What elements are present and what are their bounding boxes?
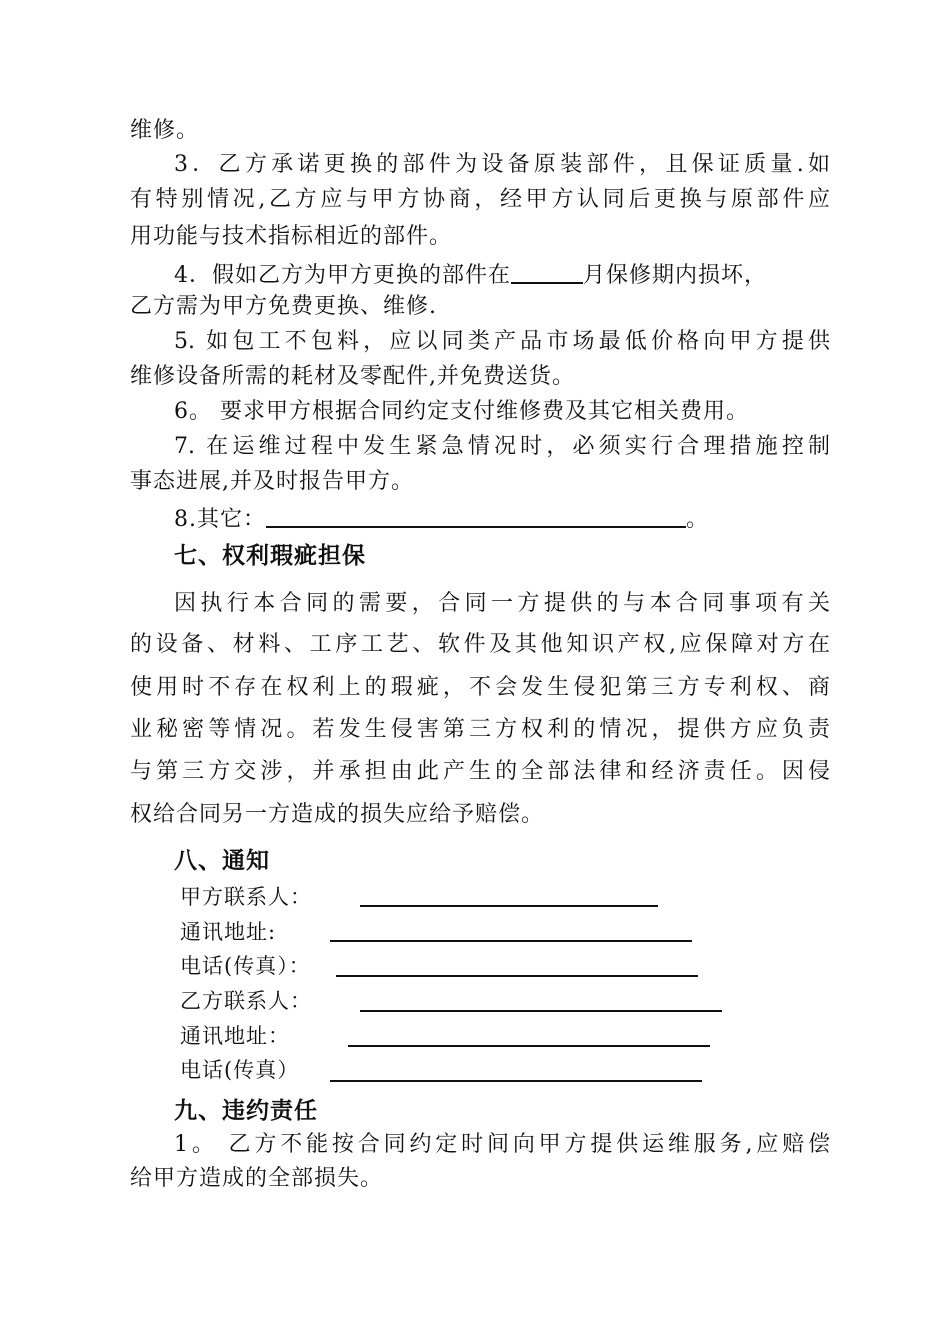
party-b-phone-label: 电话(传真）	[180, 1058, 300, 1082]
party-a-contact-line	[360, 905, 658, 907]
party-a-address-label: 通讯地址:	[180, 920, 277, 944]
text-line: 3．乙方承诺更换的部件为设备原装部件，且保证质量.如	[174, 152, 830, 177]
party-a-phone-line	[336, 975, 698, 977]
text-line: 给甲方造成的全部损失。	[130, 1166, 384, 1191]
party-b-contact-line	[360, 1010, 722, 1012]
blank-field	[511, 258, 583, 284]
text-line: 因执行本合同的需要，合同一方提供的与本合同事项有关	[174, 591, 830, 616]
party-a-address-line	[330, 940, 692, 942]
party-b-phone-line	[330, 1080, 702, 1082]
text-line: 业秘密等情况。若发生侵害第三方权利的情况，提供方应负责	[130, 717, 830, 742]
party-b-address-label: 通讯地址：	[180, 1024, 290, 1048]
party-b-address-line	[348, 1045, 710, 1047]
text-line: 的设备、材料、工序工艺、软件及其他知识产权,应保障对方在	[130, 632, 830, 657]
section-heading: 八、通知	[174, 848, 270, 874]
text-line: 6。 要求甲方根据合同约定支付维修费及其它相关费用。	[174, 399, 749, 424]
text-line: 4．假如乙方为甲方更换的部件在 月保修期内损坏，	[174, 258, 830, 291]
text-line: 用功能与技术指标相近的部件。	[130, 224, 453, 249]
text-line: 1。 乙方不能按合同约定时间向甲方提供运维服务,应赔偿	[174, 1132, 830, 1157]
text-line: 8.其它： 。	[174, 502, 830, 535]
text-line: 5. 如包工不包料，应以同类产品市场最低价格向甲方提供	[174, 329, 830, 354]
party-a-phone-label: 电话(传真）：	[180, 954, 311, 978]
text-line: 与第三方交涉，并承担由此产生的全部法律和经济责任。因侵	[130, 759, 830, 784]
text-line: 维修。	[130, 118, 200, 143]
blank-field	[266, 502, 686, 528]
text-line: 使用时不存在权利上的瑕疵，不会发生侵犯第三方专利权、商	[130, 675, 830, 700]
text-line: 7. 在运维过程中发生紧急情况时，必须实行合理措施控制	[174, 434, 830, 459]
text-line: 有特别情况,乙方应与甲方协商，经甲方认同后更换与原部件应	[130, 187, 830, 212]
text-line: 乙方需为甲方免费更换、维修.	[130, 294, 437, 319]
party-a-contact-label: 甲方联系人：	[180, 885, 312, 909]
section-heading: 九、违约责任	[174, 1098, 318, 1124]
text-line: 事态进展,并及时报告甲方。	[130, 469, 414, 494]
text-line: 维修设备所需的耗材及零配件,并免费送货。	[130, 364, 575, 389]
text-line: 权给合同另一方造成的损失应给予赔偿。	[130, 802, 545, 827]
section-heading: 七、权利瑕疵担保	[174, 543, 366, 569]
party-b-contact-label: 乙方联系人：	[180, 989, 312, 1013]
